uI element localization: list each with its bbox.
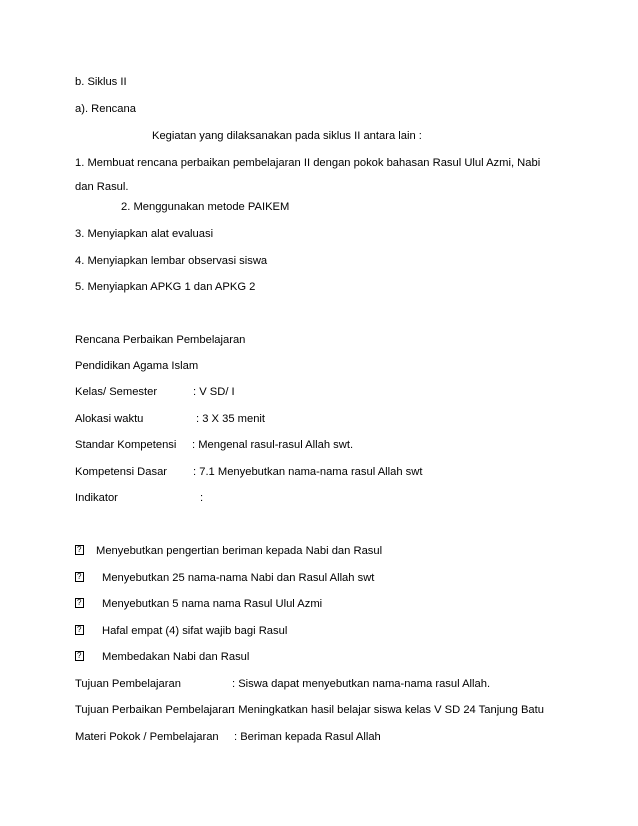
objective-value: : Beriman kepada Rasul Allah bbox=[234, 731, 381, 743]
objective-label: Materi Pokok / Pembelajaran bbox=[75, 731, 219, 743]
objective-value: : Siswa dapat menyebutkan nama-nama rasul Allah. bbox=[232, 678, 491, 690]
plan-row-label: Indikator bbox=[75, 492, 118, 504]
indicator-text: Hafal empat (4) sifat wajib bagi Rasul bbox=[102, 625, 288, 637]
plan-row-value: : bbox=[200, 492, 204, 504]
objective-label: Tujuan Perbaikan Pembelajaran bbox=[75, 704, 235, 716]
step-item: 3. Menyiapkan alat evaluasi bbox=[75, 228, 214, 240]
plan-subject: Pendidikan Agama Islam bbox=[75, 360, 199, 372]
indicator-item bbox=[75, 571, 375, 585]
plan-row-label: Alokasi waktu bbox=[75, 413, 144, 425]
subsection-heading: a). Rencana bbox=[75, 103, 136, 115]
indicator-item bbox=[75, 597, 323, 611]
plan-row-label: Kompetensi Dasar bbox=[75, 466, 168, 478]
objective-value: : Meningkatkan hasil belajar siswa kelas V SD 24 Tanjung Batu bbox=[232, 704, 544, 716]
step-item: 5. Menyiapkan APKG 1 dan APKG 2 bbox=[75, 281, 256, 293]
indicator-text: Menyebutkan pengertian beriman kepada Nabi dan Rasul bbox=[96, 545, 383, 557]
plan-row-label: Kelas/ Semester bbox=[75, 386, 158, 398]
indicator-item bbox=[75, 624, 288, 638]
plan-row-value: : Mengenal rasul-rasul Allah swt. bbox=[192, 439, 354, 451]
step-item: 4. Menyiapkan lembar observasi siswa bbox=[75, 255, 268, 267]
missing-glyph-bullet-icon bbox=[75, 572, 84, 582]
plan-title: Rencana Perbaikan Pembelajaran bbox=[75, 334, 246, 346]
missing-glyph-bullet-icon bbox=[75, 545, 84, 555]
objective-label: Tujuan Pembelajaran bbox=[75, 678, 181, 690]
missing-glyph-bullet-icon bbox=[75, 625, 84, 635]
plan-row-label: Standar Kompetensi bbox=[75, 439, 177, 451]
indicator-item bbox=[75, 544, 383, 558]
indicator-item bbox=[75, 650, 250, 664]
plan-row-value: : 7.1 Menyebutkan nama-nama rasul Allah swt bbox=[193, 466, 423, 478]
step-item: 1. Membuat rencana perbaikan pembelajaran II dengan pokok bahasan Rasul Ulul Azmi, Nabi dan Rasul. bbox=[75, 157, 541, 193]
section-heading: b. Siklus II bbox=[75, 76, 127, 88]
plan-row-value: : V SD/ I bbox=[193, 386, 235, 398]
indicator-text: Menyebutkan 25 nama-nama Nabi dan Rasul Allah swt bbox=[102, 572, 375, 584]
missing-glyph-bullet-icon bbox=[75, 598, 84, 608]
indicator-text: Membedakan Nabi dan Rasul bbox=[102, 651, 250, 663]
missing-glyph-bullet-icon bbox=[75, 651, 84, 661]
plan-row-value: : 3 X 35 menit bbox=[196, 413, 266, 425]
intro-text: Kegiatan yang dilaksanakan pada siklus II antara lain : bbox=[152, 130, 422, 142]
step-item: 2. Menggunakan metode PAIKEM bbox=[121, 201, 290, 213]
indicator-text: Menyebutkan 5 nama nama Rasul Ulul Azmi bbox=[102, 598, 323, 610]
